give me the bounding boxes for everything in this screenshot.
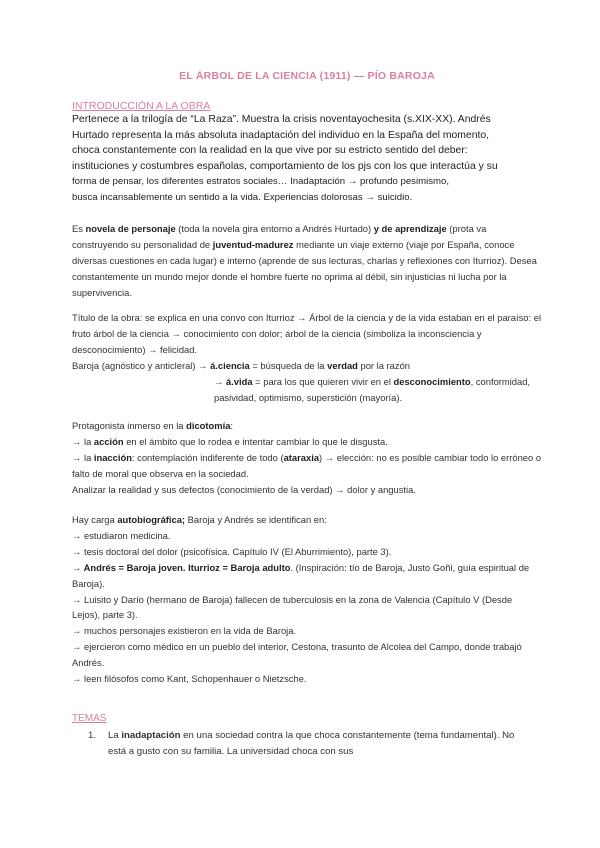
intro-line: choca constantemente con la realidad en la que vive por su estricto sentido del deber: bbox=[72, 145, 468, 157]
text: = para los que quieren vivir en el bbox=[252, 375, 394, 387]
text: en una sociedad contra la que choca constantemente (tema fundamental). No está a gusto con su familia. La universidad choca con sus bbox=[108, 730, 515, 757]
list-number: 1. bbox=[88, 730, 97, 741]
document-title: EL ÁRBOL DE LA CIENCIA (1911) — PÍO BAROJA bbox=[179, 70, 435, 82]
intro-heading: INTRODUCCIÓN A LA OBRA bbox=[72, 100, 211, 112]
list-item: → Luisito y Darío (hermano de Baroja) fallecen de tuberculosis en la zona de Valencia (Capítulo V (Desde Lejos), parte 3). bbox=[72, 593, 513, 621]
list-item: → tesis doctoral del dolor (psicofísica. Capítulo IV (El Aburrimiento), parte 3). bbox=[72, 545, 392, 557]
bold-text: juventud-madurez bbox=[212, 238, 294, 250]
list-item: → ejercieron como médico en un pueblo del interior, Cestona, trasunto de Alcolea del Campo, donde trabajó Andrés. bbox=[72, 641, 522, 669]
intro-line bbox=[72, 174, 552, 190]
text: (toda la novela gira entorno a Andrés Hurtado) bbox=[175, 223, 374, 234]
bold-text: inadaptación bbox=[121, 730, 181, 741]
bold-text: → Andrés = Baroja joven. Iturrioz = Baroja adulto bbox=[72, 561, 291, 573]
bold-text: verdad bbox=[327, 359, 358, 371]
text: → bbox=[214, 375, 226, 387]
text: Título de la obra: se explica en una convo con Iturrioz → Árbol de la ciencia y de la vida estaban en el paraíso: el fruto árbol de la ciencia → conocimiento con dolor; árbol de la ciencia (simboliza la inconsciencia y desconocimiento) → felicidad. bbox=[72, 312, 542, 355]
list-item: → leen filósofos como Kant, Schopenhauer o Nietzsche. bbox=[72, 673, 307, 685]
vida-line bbox=[72, 374, 542, 406]
intro-paragraph bbox=[72, 112, 552, 206]
temas-item bbox=[88, 728, 533, 760]
text: Baroja y Andrés se identifican en: bbox=[185, 514, 327, 525]
intro-line: busca incansablemente un sentido a la vida. Experiencias dolorosas → suicidio. bbox=[72, 191, 413, 203]
list-item: → estudiaron medicina. bbox=[72, 529, 171, 541]
bold-text: autobiográfica; bbox=[117, 514, 186, 525]
intro-line: instituciones y costumbres españolas, comportamiento de los pjs con los que interactúa y su bbox=[72, 160, 498, 172]
dicotomia-paragraph bbox=[72, 418, 542, 498]
bold-text: novela de personaje bbox=[85, 223, 176, 234]
bold-text: ataraxia bbox=[283, 451, 320, 463]
autobio-paragraph bbox=[72, 512, 542, 687]
bold-text: acción bbox=[93, 435, 124, 447]
novela-paragraph bbox=[72, 221, 542, 301]
bold-text: á.vida bbox=[225, 375, 253, 387]
temas-heading: TEMAS bbox=[72, 713, 107, 724]
text: por la razón bbox=[357, 359, 411, 371]
text: . (Inspiración: tío de Baroja, Justo Goñi, guía espiritual de Baroja). bbox=[72, 561, 530, 589]
text: = búsqueda de la bbox=[249, 359, 328, 371]
text: → la bbox=[72, 451, 94, 463]
text: en el ámbito que lo rodea e intentar cambiar lo que le disgusta. bbox=[123, 435, 388, 447]
bold-text: dicotomía bbox=[186, 420, 231, 431]
text: mediante un viaje externo (viaje por España, conoce diversas cuestiones en cada lugar) e interno (aprende de sus lecturas, charlas y reflexiones con Iturrioz). Desea constantemente un mundo mejor donde el hombre fuerte no oprima al débil, sin injusticias ni lucha por la supervivencia. bbox=[72, 238, 537, 298]
text: Es bbox=[72, 223, 86, 234]
bold-text: y de aprendizaje bbox=[373, 223, 447, 234]
text: Baroja (agnóstico y anticleral) → bbox=[72, 359, 211, 371]
list-item: → muchos personajes existieron en la vida de Baroja. bbox=[72, 625, 297, 637]
intro-text: forma de pensar, los diferentes estratos sociales… Inadaptación → bbox=[72, 176, 360, 188]
intro-line: Pertenece a la trilogía de “La Raza”. Muestra la crisis noventayochesita (s.XIX-XX). Andrés bbox=[72, 114, 491, 125]
text: → la bbox=[72, 435, 94, 447]
intro-line: Hurtado representa la más absoluta inadaptación del individuo en la España del momento, bbox=[72, 129, 490, 141]
text: Hay carga bbox=[72, 514, 118, 525]
text: Analizar la realidad y sus defectos (conocimiento de la verdad) → dolor y angustia. bbox=[72, 483, 416, 495]
text: ) → elección: no es posible cambiar todo lo erróneo o falto de moral que observa en la sociedad. bbox=[72, 451, 542, 479]
text: Protagonista inmerso en la bbox=[72, 420, 187, 431]
bold-text: desconocimiento bbox=[393, 375, 471, 387]
bold-text: á.ciencia bbox=[210, 359, 250, 371]
text: : bbox=[230, 420, 234, 431]
temas-item-text bbox=[88, 728, 533, 760]
text: (prota va construyendo su personalidad de bbox=[72, 223, 487, 250]
intro-text: profundo pesimismo, bbox=[359, 176, 450, 188]
titulo-paragraph bbox=[72, 310, 542, 405]
text: : contemplación indiferente de todo ( bbox=[131, 451, 284, 463]
text: , conformidad, pasividad, optimismo, superstición (mayoría). bbox=[214, 375, 531, 403]
bold-text: inacción bbox=[93, 451, 132, 463]
text: La bbox=[108, 730, 122, 741]
